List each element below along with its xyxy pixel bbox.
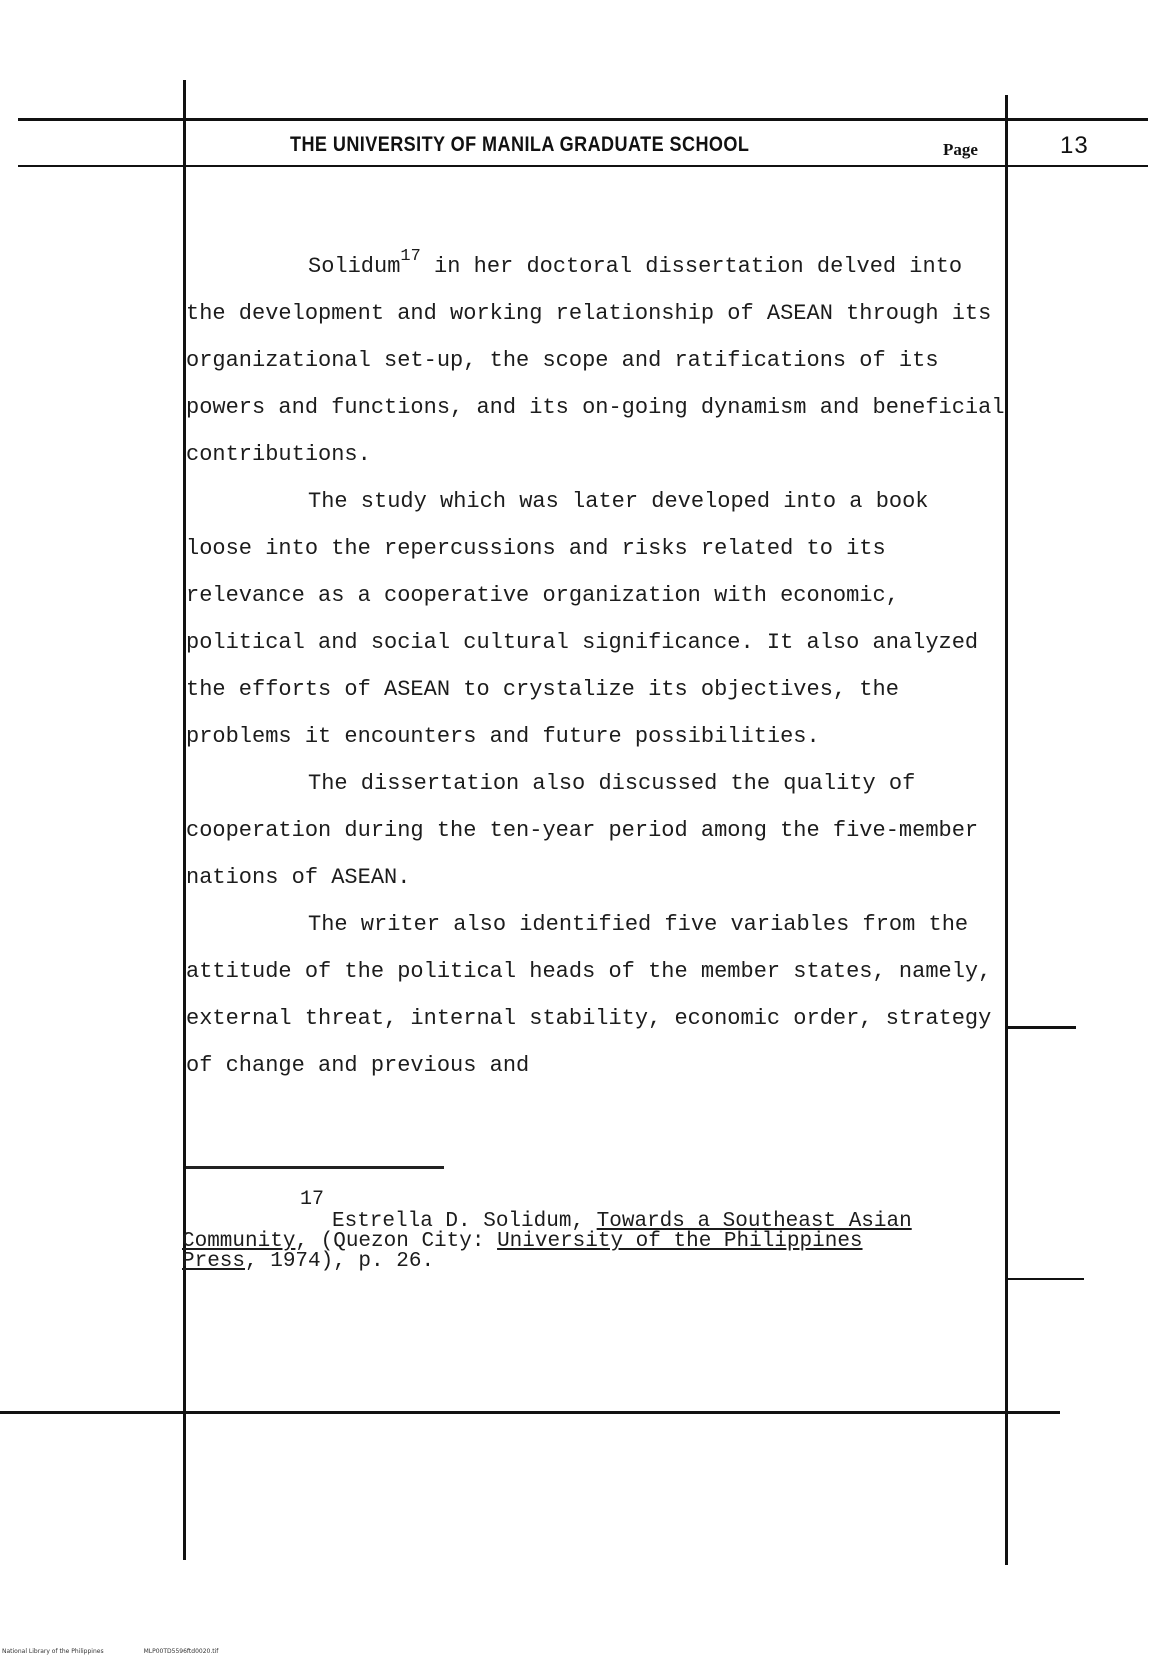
paragraph-1: Solidum$^{17}$ in her doctoral dissertation delved into the development and working relationship of ASEAN through its organizational set-up, the scope and ratifications of its powers and functions, and its on-going dynamism and beneficial contributions. [186,247,1005,467]
page-label: Page [943,140,978,159]
footnote-book-title: Towards a Southeast Asian Community [182,1210,912,1253]
paragraph-2: The study which was later developed into a book loose into the repercussions and risks related to its relevance as a cooperative organization with economic, political and social cultural significance. It also analyzed the efforts of ASEAN to crystalize its objectives, the problems it encounters and future possibilities. [186,489,979,749]
footnote-separator [186,1166,444,1169]
paragraph-4: The writer also identified five variables from the attitude of the political heads of the member states, namely, external threat, internal stability, economic order, strategy of change and previous and [186,912,992,1078]
scan-footer [2,1648,258,1655]
header-bottom-rule [18,165,1148,167]
right-tick-rule-2 [1006,1278,1084,1280]
body-text [186,243,1006,1089]
institution-title: THE UNIVERSITY OF MANILA GRADUATE SCHOOL [290,133,750,156]
bottom-frame-rule [0,1411,1060,1414]
paragraph-3: The dissertation also discussed the quality of cooperation during the ten-year period among the five-member nations of ASEAN. [186,771,979,890]
footnote-citation: Estrella D. Solidum, Towards a Southeast Asian Community, (Quezon City: University of the Philippines Press, 1974), p. 26. [182,1210,912,1273]
footnote-marker: 17 [300,1188,325,1211]
footnote-reference: 17 [400,247,421,266]
page-number: 13 [1060,132,1089,159]
library-credit: National Library of the Philippines [2,1648,104,1655]
file-identifier: MLP00TD5596ftd0020.tif [143,1648,219,1655]
header-top-rule [18,118,1148,121]
footnote [182,1190,922,1272]
footnote-publisher: University of the Philippines Press [182,1230,863,1273]
right-tick-rule-1 [1006,1026,1076,1029]
